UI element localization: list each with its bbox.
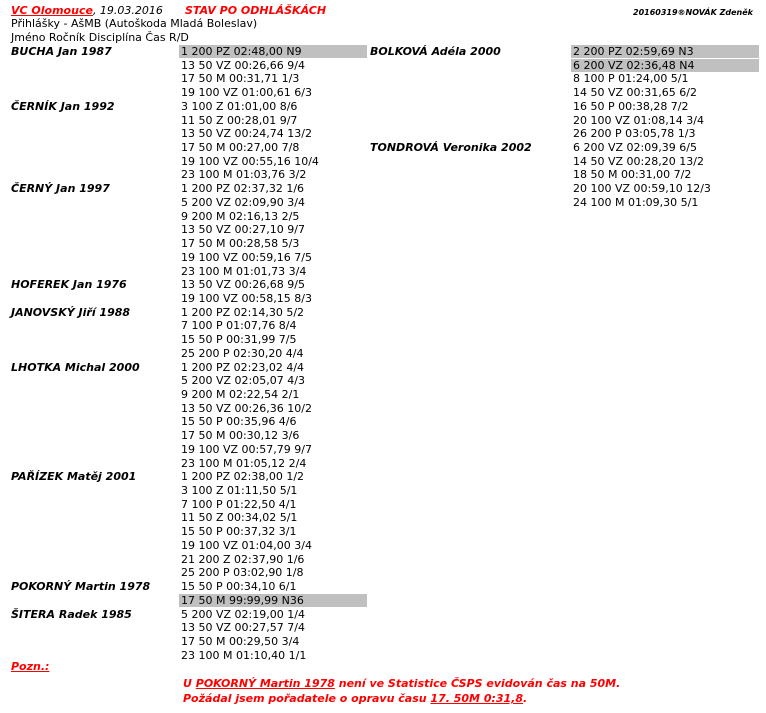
note-line2-pre: Požádal jsem pořadatele o opravu času <box>183 692 431 705</box>
result-line: 23 100 M 01:05,12 2/4 <box>181 456 307 470</box>
athlete-name: ČERNÝ Jan 1997 <box>11 182 110 196</box>
result-line: 6 200 VZ 02:09,39 6/5 <box>573 141 697 155</box>
result-line: 15 50 P 00:31,99 7/5 <box>181 333 297 347</box>
result-line: 20 100 VZ 00:59,10 12/3 <box>573 182 711 196</box>
result-line: 13 50 VZ 00:26,36 10/2 <box>181 401 312 415</box>
result-line: 21 200 Z 02:37,90 1/6 <box>181 552 305 566</box>
athlete-name: ŠITERA Radek 1985 <box>11 607 132 621</box>
athlete-name: ČERNÍK Jan 1992 <box>11 99 115 113</box>
note-athlete-name: POKORNÝ Martin 1978 <box>195 677 335 690</box>
result-line: 8 100 P 01:24,00 5/1 <box>573 72 689 86</box>
result-line: 17 50 M 00:28,58 5/3 <box>181 237 300 251</box>
report-header <box>11 4 163 17</box>
result-line: 5 200 VZ 02:19,00 1/4 <box>181 607 305 621</box>
result-line: 17 50 M 00:27,00 7/8 <box>181 141 300 155</box>
result-line: 9 200 M 02:16,13 2/5 <box>181 209 300 223</box>
result-line: 3 100 Z 01:01,00 8/6 <box>181 99 298 113</box>
note-line-2 <box>183 692 527 705</box>
event-date: , 19.03.2016 <box>92 4 163 17</box>
document-code: 20160319®NOVÁK Zdeněk <box>633 8 753 17</box>
result-line: 20 100 VZ 01:08,14 3/4 <box>573 113 704 127</box>
result-line: 19 100 VZ 00:58,15 8/3 <box>181 291 312 305</box>
result-line: 19 100 VZ 01:00,61 6/3 <box>181 86 312 100</box>
result-line: 7 100 P 01:22,50 4/1 <box>181 497 297 511</box>
athlete-name: LHOTKA Michal 2000 <box>11 360 140 374</box>
result-line: 15 50 P 00:34,10 6/1 <box>181 580 297 594</box>
result-line: 1 200 PZ 02:14,30 5/2 <box>181 305 305 319</box>
note-label: Pozn.: <box>11 660 50 673</box>
result-line: 14 50 VZ 00:28,20 13/2 <box>573 154 704 168</box>
result-line: 13 50 VZ 00:27,57 7/4 <box>181 621 305 635</box>
result-line: 13 50 VZ 00:26,66 9/4 <box>181 58 305 72</box>
note-line1-pre: U <box>183 677 196 690</box>
athlete-name: PAŘÍZEK Matěj 2001 <box>11 470 137 484</box>
result-line: 25 200 P 03:02,90 1/8 <box>181 566 304 580</box>
result-line: 3 100 Z 01:11,50 5/1 <box>181 484 298 498</box>
result-line: 23 100 M 01:01,73 3/4 <box>181 264 307 278</box>
result-line: 1 200 PZ 02:23,02 4/4 <box>181 360 305 374</box>
result-line: 13 50 VZ 00:27,10 9/7 <box>181 223 305 237</box>
result-line: 23 100 M 01:03,76 3/2 <box>181 168 307 182</box>
result-line: 7 100 P 01:07,76 8/4 <box>181 319 297 333</box>
result-line: 13 50 VZ 00:26,68 9/5 <box>181 278 305 292</box>
result-line: 24 100 M 01:09,30 5/1 <box>573 195 699 209</box>
athlete-name: POKORNÝ Martin 1978 <box>11 580 151 594</box>
athlete-name: BOLKOVÁ Adéla 2000 <box>370 45 501 58</box>
result-line: 13 50 VZ 00:24,74 13/2 <box>181 127 312 141</box>
result-line: 15 50 P 00:35,96 4/6 <box>181 415 297 429</box>
athlete-name: TONDROVÁ Veronika 2002 <box>370 141 532 155</box>
entries-line: Přihlášky - AšMB (Autoškoda Mladá Boleslav) <box>11 17 258 30</box>
note-line1-post: není ve Statistice ČSPS evidován čas na 50M. <box>334 677 621 690</box>
result-line: 1 200 PZ 02:37,32 1/6 <box>181 182 305 196</box>
result-line: 17 50 M 99:99,99 N36 <box>179 594 367 607</box>
result-line: 14 50 VZ 00:31,65 6/2 <box>573 86 697 100</box>
result-line: 19 100 VZ 00:57,79 9/7 <box>181 442 312 456</box>
result-line: 1 200 PZ 02:48,00 N9 <box>179 45 367 58</box>
columns-header: Jméno Ročník Disciplína Čas R/D <box>11 31 189 44</box>
result-line: 17 50 M 00:30,12 3/6 <box>181 429 300 443</box>
note-corrected-time: 17. 50M 0:31,8 <box>430 692 524 705</box>
note-line2-post: . <box>523 692 528 705</box>
athlete-name: HOFEREK Jan 1976 <box>11 278 127 292</box>
result-line: 5 200 VZ 02:05,07 4/3 <box>181 374 305 388</box>
result-line: 6 200 VZ 02:36,48 N4 <box>571 59 759 72</box>
result-line: 17 50 M 00:31,71 1/3 <box>181 72 300 86</box>
result-line: 26 200 P 03:05,78 1/3 <box>573 127 696 141</box>
result-line: 11 50 Z 00:28,01 9/7 <box>181 113 298 127</box>
athlete-name: BUCHA Jan 1987 <box>11 45 112 58</box>
athlete-name: JANOVSKÝ Jiří 1988 <box>11 305 131 319</box>
result-line: 1 200 PZ 02:38,00 1/2 <box>181 470 305 484</box>
result-line: 19 100 VZ 01:04,00 3/4 <box>181 538 312 552</box>
result-line: 9 200 M 02:22,54 2/1 <box>181 388 300 401</box>
result-line: 17 50 M 00:29,50 3/4 <box>181 634 300 648</box>
status-title: STAV PO ODHLÁŠKÁCH <box>185 4 327 17</box>
note-line-1 <box>183 677 620 690</box>
result-line: 19 100 VZ 00:59,16 7/5 <box>181 250 312 264</box>
event-link[interactable]: VC Olomouce <box>11 4 93 17</box>
result-line: 18 50 M 00:31,00 7/2 <box>573 168 692 182</box>
result-line: 5 200 VZ 02:09,90 3/4 <box>181 195 305 209</box>
result-line: 25 200 P 02:30,20 4/4 <box>181 346 304 360</box>
result-line: 2 200 PZ 02:59,69 N3 <box>571 45 759 58</box>
result-line: 15 50 P 00:37,32 3/1 <box>181 525 297 539</box>
result-line: 23 100 M 01:10,40 1/1 <box>181 648 307 662</box>
result-line: 19 100 VZ 00:55,16 10/4 <box>181 154 319 168</box>
result-line: 11 50 Z 00:34,02 5/1 <box>181 511 298 525</box>
result-line: 16 50 P 00:38,28 7/2 <box>573 99 689 113</box>
